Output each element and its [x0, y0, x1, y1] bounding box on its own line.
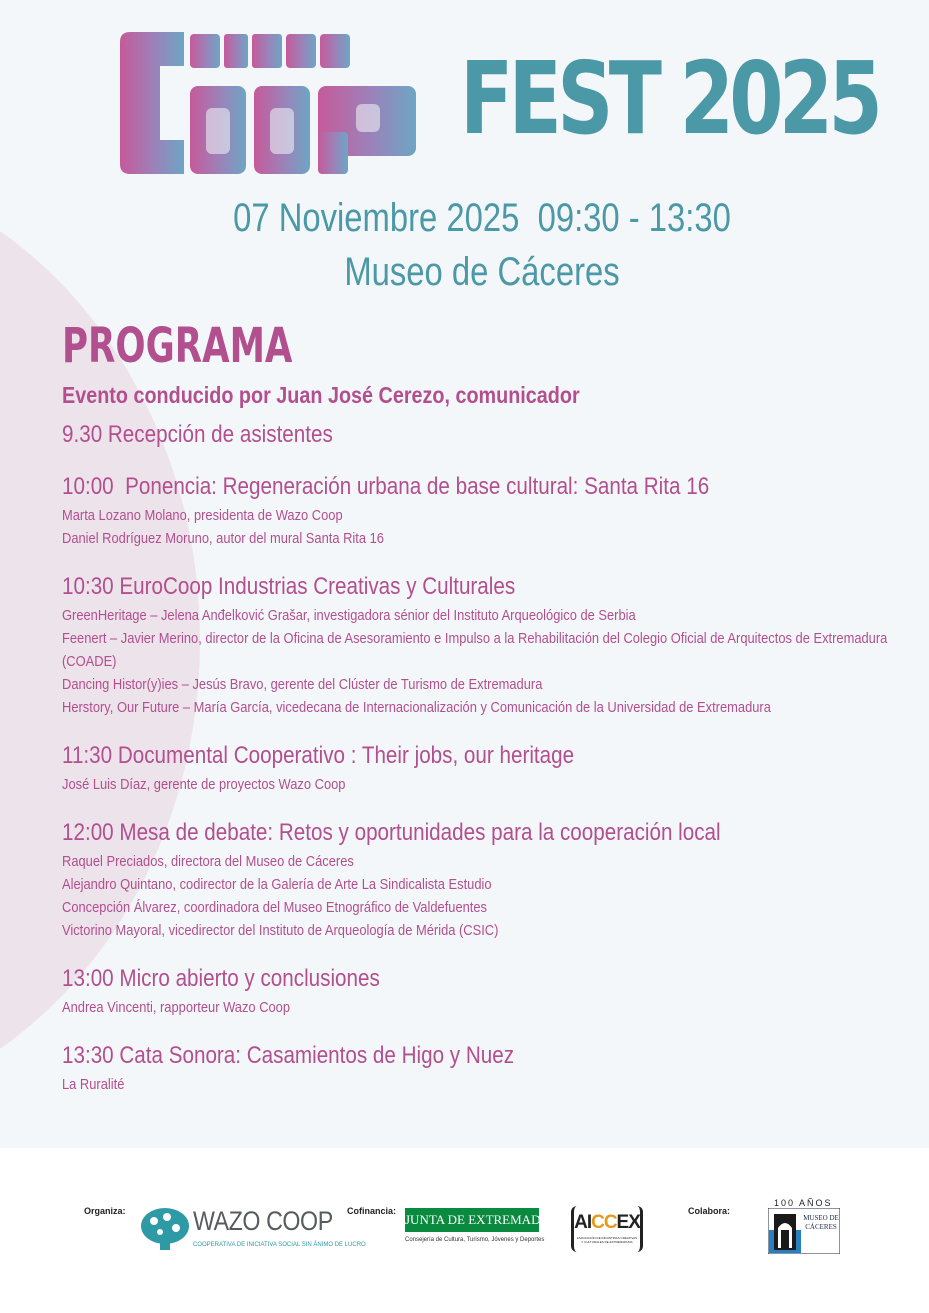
event-date-time: 07 Noviembre 2025 09:30 - 13:30 [233, 196, 731, 240]
session-title: 10:00 Ponencia: Regeneración urbana de base cultural: Santa Rita 16 [62, 473, 710, 500]
session-speaker: Concepción Álvarez, coordinadora del Museo Etnográfico de Valdefuentes [62, 899, 488, 916]
session-title: 13:00 Micro abierto y conclusiones [62, 965, 380, 992]
cofinancia-label: Cofinancia: [347, 1206, 397, 1216]
session-item [62, 1039, 922, 1096]
wazo-brain-icon [140, 1206, 190, 1250]
session-item [62, 739, 922, 796]
colabora-label: Colabora: [688, 1206, 731, 1216]
session-speaker: Raquel Preciados, directora del Museo de Cáceres [62, 853, 354, 870]
session-title: 10:30 EuroCoop Industrias Creativas y Culturales [62, 573, 516, 600]
session-speaker: Andrea Vincenti, rapporteur Wazo Coop [62, 999, 291, 1016]
junta-extremadura-logo: JUNTA DE EXTREMADURA [405, 1208, 539, 1232]
session-item [62, 816, 922, 942]
organiza-label: Organiza: [84, 1206, 126, 1216]
culturcoop-logo [120, 32, 416, 174]
session-title: 13:30 Cata Sonora: Casamientos de Higo y Nuez [62, 1042, 515, 1069]
session-speaker: Victorino Mayoral, vicedirector del Instituto de Arqueología de Mérida (CSIC) [62, 922, 499, 939]
event-venue: Museo de Cáceres [344, 250, 620, 294]
fest-title: FEST 2025 [460, 40, 879, 157]
session-speaker: GreenHeritage – Jelena Anđelković Grašar, investigadora sénior del Instituto Arqueológico de Serbia [62, 607, 636, 624]
session-title: 12:00 Mesa de debate: Retos y oportunidades para la cooperación local [62, 819, 721, 846]
program-title: PROGRAMA [62, 318, 293, 374]
session-speaker: Herstory, Our Future – María García, vicedecana de Internacionalización y Comunicación de la Universidad de Extremadura [62, 699, 771, 716]
program-section [62, 318, 922, 1096]
wazo-coop-subtitle: COOPERATIVA DE INICIATIVA SOCIAL SIN ÁNIMO DE LUCRO [193, 1242, 366, 1248]
session-item [62, 418, 922, 452]
session-item [62, 470, 922, 550]
session-speaker: Marta Lozano Molano, presidenta de Wazo Coop [62, 507, 343, 524]
session-speaker: Feenert – Javier Merino, director de la Oficina de Asesoramiento e Impulso a la Rehabilitación del Colegio Oficial de Arquitectos de Extremadura (COADE) [62, 630, 888, 670]
wazo-coop-name: WAZO COOP [193, 1206, 333, 1236]
aiccex-subtitle: ASOCIACIÓN DE INDUSTRIAS CREATIVAS Y CULTURALES DE EXTREMADURA [576, 1236, 638, 1244]
program-conductor: Evento conducido por Juan José Cerezo, comunicador [62, 382, 580, 408]
session-speaker: Daniel Rodríguez Moruno, autor del mural Santa Rita 16 [62, 530, 384, 547]
aiccex-logo [571, 1206, 643, 1252]
session-speaker: La Ruralité [62, 1076, 125, 1093]
session-item [62, 570, 922, 719]
session-title: 11:30 Documental Cooperativo : Their jobs, our heritage [62, 742, 575, 769]
session-speaker: José Luis Díaz, gerente de proyectos Wazo Coop [62, 776, 346, 793]
session-item [62, 962, 922, 1019]
junta-subtitle: Consejería de Cultura, Turismo, Jóvenes y Deportes [405, 1237, 545, 1243]
session-speaker: Alejandro Quintano, codirector de la Galería de Arte La Sindicalista Estudio [62, 876, 492, 893]
sponsor-footer [0, 1148, 929, 1313]
museo-caceres-name: MUSEO DE CÁCERES [803, 1214, 839, 1231]
session-title: 9.30 Recepción de asistentes [62, 421, 333, 448]
aiccex-name: AICCEX [574, 1212, 640, 1233]
museo-100-anos: 100 AÑOS [774, 1198, 833, 1208]
session-speaker: Dancing Histor(y)ies – Jesús Bravo, gerente del Clúster de Turismo de Extremadura [62, 676, 543, 693]
